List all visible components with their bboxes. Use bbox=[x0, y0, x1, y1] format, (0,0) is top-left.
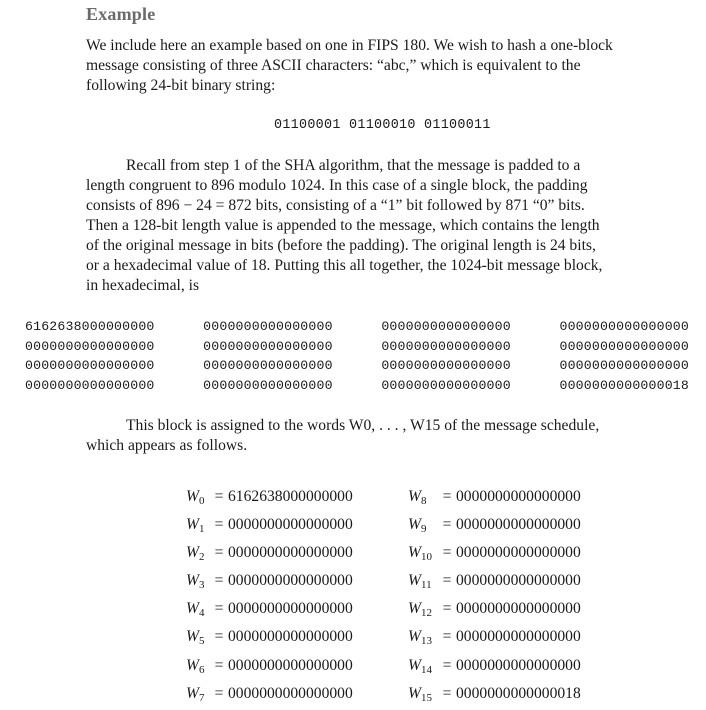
word-symbol: $W_2$ bbox=[186, 544, 205, 564]
schedule-row: $W_5$ = 0000000000000000 bbox=[186, 625, 353, 653]
word-value: 6162638000000000 bbox=[228, 488, 353, 505]
message-schedule-right-column bbox=[408, 485, 581, 710]
hex-word: 0000000000000000 bbox=[559, 338, 689, 354]
word-symbol: $W_{10}$ bbox=[408, 544, 432, 564]
padding-paragraph bbox=[86, 156, 686, 296]
hex-message-block bbox=[25, 317, 689, 395]
hex-row bbox=[25, 337, 689, 357]
schedule-row: $W_8$ = 0000000000000000 bbox=[408, 485, 581, 513]
paragraph-line: Then a 128-bit length value is appended to the message, which contains the length bbox=[86, 217, 600, 234]
intro-paragraph bbox=[86, 36, 686, 96]
schedule-row: $W_7$ = 0000000000000000 bbox=[186, 682, 353, 710]
schedule-row: $W_2$ = 0000000000000000 bbox=[186, 541, 353, 569]
hex-word: 0000000000000000 bbox=[559, 358, 689, 373]
word-value: 0000000000000000 bbox=[228, 572, 353, 590]
word-symbol: $W_{13}$ bbox=[408, 628, 432, 648]
message-schedule-left-column bbox=[186, 485, 353, 710]
hex-word: 0000000000000000 bbox=[203, 338, 333, 354]
schedule-row: $W_{14}$ = 0000000000000000 bbox=[408, 654, 581, 682]
hex-word: 6162638000000000 bbox=[25, 319, 155, 334]
word-value: 0000000000000000 bbox=[456, 516, 581, 534]
word-value: 0000000000000000 bbox=[456, 656, 581, 674]
paragraph-line: consists of 896 − 24 = 872 bits, consisting of a “1” bit followed by 871 “0” bits. bbox=[86, 197, 585, 214]
paragraph-line: or a hexadecimal value of 18. Putting this all together, the 1024-bit message block, bbox=[86, 257, 603, 274]
word-value: 0000000000000000 bbox=[228, 628, 353, 646]
word-value: 0000000000000000 bbox=[228, 656, 353, 674]
schedule-paragraph bbox=[86, 416, 686, 456]
schedule-row: $W_1$ = 0000000000000000 bbox=[186, 513, 353, 541]
paragraph-line: of the original message in bits (before the padding). The original length is 24 bits, bbox=[86, 237, 596, 254]
schedule-row: $W_0$ = 6162638000000000 bbox=[186, 485, 353, 513]
word-symbol: $W_{11}$ bbox=[408, 572, 432, 592]
word-symbol: $W_0$ bbox=[186, 488, 205, 507]
paragraph-line: following 24-bit binary string: bbox=[86, 77, 276, 94]
schedule-row: $W_{11}$ = 0000000000000000 bbox=[408, 569, 581, 597]
hex-word: 0000000000000000 bbox=[25, 377, 155, 393]
schedule-row: $W_{13}$ = 0000000000000000 bbox=[408, 625, 581, 653]
word-symbol: $W_1$ bbox=[186, 516, 205, 536]
word-symbol: $W_{14}$ bbox=[408, 656, 432, 676]
paragraph-line: which appears as follows. bbox=[86, 437, 248, 454]
hex-row bbox=[25, 317, 689, 337]
word-value: 0000000000000000 bbox=[456, 488, 581, 505]
hex-word: 0000000000000000 bbox=[381, 338, 511, 354]
word-symbol: $W_8$ bbox=[408, 488, 427, 507]
schedule-row: $W_{10}$ = 0000000000000000 bbox=[408, 541, 581, 569]
schedule-row: $W_{12}$ = 0000000000000000 bbox=[408, 597, 581, 625]
hex-word: 0000000000000000 bbox=[381, 377, 511, 393]
hex-word: 0000000000000000 bbox=[25, 338, 155, 354]
schedule-row: $W_3$ = 0000000000000000 bbox=[186, 569, 353, 597]
word-symbol: $W_9$ bbox=[408, 516, 427, 536]
paragraph-line: message consisting of three ASCII characters: “abc,” which is equivalent to the bbox=[86, 57, 581, 74]
word-value: 0000000000000000 bbox=[228, 516, 353, 534]
hex-word: 0000000000000000 bbox=[381, 358, 511, 373]
word-symbol: $W_{12}$ bbox=[408, 600, 432, 620]
paragraph-line: We include here an example based on one in FIPS 180. We wish to hash a one-block bbox=[86, 37, 613, 54]
paragraph-line: Recall from step 1 of the SHA algorithm, that the message is padded to a bbox=[126, 157, 581, 174]
word-value: 0000000000000000 bbox=[456, 600, 581, 618]
word-value: 0000000000000018 bbox=[456, 684, 581, 702]
hex-word: 0000000000000000 bbox=[203, 319, 333, 334]
word-value: 0000000000000000 bbox=[228, 600, 353, 618]
word-symbol: $W_7$ bbox=[186, 684, 205, 704]
hex-word: 0000000000000000 bbox=[203, 358, 333, 373]
hex-word: 0000000000000000 bbox=[203, 377, 333, 393]
hex-word: 0000000000000000 bbox=[25, 358, 155, 373]
binary-string: 01100001 01100010 01100011 bbox=[274, 118, 491, 133]
word-symbol: $W_4$ bbox=[186, 600, 205, 620]
word-symbol: $W_6$ bbox=[186, 656, 205, 676]
word-value: 0000000000000000 bbox=[228, 684, 353, 702]
word-value: 0000000000000000 bbox=[456, 572, 581, 590]
hex-word: 0000000000000000 bbox=[381, 319, 511, 334]
word-symbol: $W_3$ bbox=[186, 572, 205, 592]
schedule-row: $W_6$ = 0000000000000000 bbox=[186, 654, 353, 682]
word-symbol: $W_{15}$ bbox=[408, 684, 432, 704]
section-heading: Example bbox=[86, 4, 156, 24]
schedule-row: $W_{15}$ = 0000000000000018 bbox=[408, 682, 581, 710]
hex-row bbox=[25, 376, 689, 396]
paragraph-line: length congruent to 896 modulo 1024. In this case of a single block, the padding bbox=[86, 177, 588, 194]
word-symbol: $W_5$ bbox=[186, 628, 205, 648]
word-value: 0000000000000000 bbox=[228, 544, 353, 562]
paragraph-line: in hexadecimal, is bbox=[86, 277, 200, 294]
hex-row bbox=[25, 356, 689, 376]
word-value: 0000000000000000 bbox=[456, 628, 581, 646]
word-value: 0000000000000000 bbox=[456, 544, 581, 562]
paragraph-line: This block is assigned to the words W0, . . . , W15 of the message schedule, bbox=[126, 417, 600, 434]
hex-word: 0000000000000000 bbox=[559, 319, 689, 334]
schedule-row: $W_4$ = 0000000000000000 bbox=[186, 597, 353, 625]
hex-word: 0000000000000018 bbox=[559, 377, 689, 393]
schedule-row: $W_9$ = 0000000000000000 bbox=[408, 513, 581, 541]
